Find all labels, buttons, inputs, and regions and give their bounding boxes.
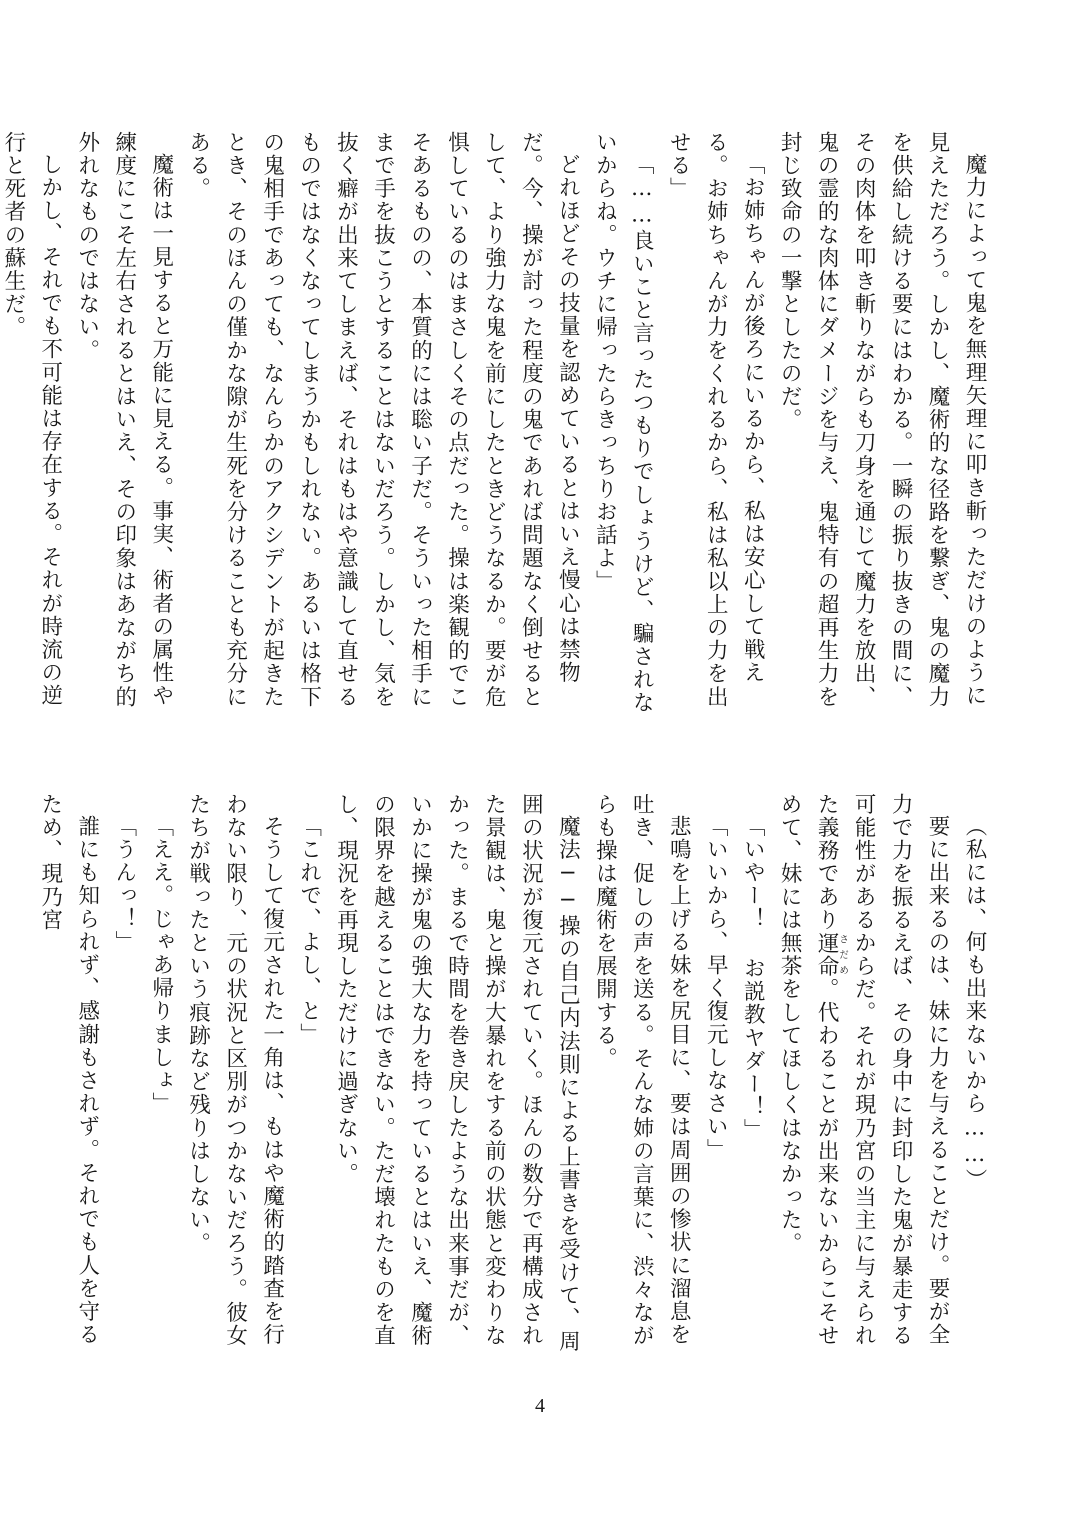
paragraph-dialogue: 「お姉ちゃんが後ろにいるから、私は安心して戦える。お姉ちゃんが力をくれるから、私は私以上の力を出せる」 [666, 131, 766, 709]
paragraph: 魔法──操の自己内法則による上書きを受けて、周囲の状況が復元されていく。ほんの数分で再構成された景観は、鬼と操が大暴れをする前の状態と変わりなかった。まるで時間を巻き戻したような出来事だが、いかに操が鬼の強大な力を持っているとはいえ、魔術の限界を越えることはできない。ただ壊れたものを直し、現況を再現しただけに過ぎない。 [333, 793, 581, 1353]
paragraph: そうして復元された一角は、もはや魔術的踏査を行わない限り、元の状況と区別がつかないだろう。彼女たちが戦ったという痕跡など残りはしない。 [185, 793, 285, 1348]
page-number: 4 [535, 1395, 545, 1417]
paragraph: 誰にも知られず、感謝もされず。それでも人を守るため、現乃宮 [37, 793, 100, 1346]
paragraph: しかし、それでも不可能は存在する。それが時流の逆行と死者の蘇生だ。 [0, 131, 63, 707]
paragraph: どれほどその技量を認めているとはいえ慢心は禁物だ。今、操が討った程度の鬼であれば問題なく倒せるとして、より強力な鬼を前にしたときどうなるか。要が危惧しているのはまさしくその点だった。操は楽観的でこそあるものの、本質的には聡い子だ。そういった相手にまで手を抜こうとすることはないだろう。しかし、気を抜く癖が出来てしまえば、それはもはや意識して直せるものではなくなってしまうかもしれない。あるいは格下の鬼相手であっても、なんらかのアクシデントが起きたとき、そのほんの僅かな隙が生死を分けることも充分にある。 [185, 131, 581, 709]
paragraph-dialogue: 「いやー！ お説教ヤダー！」 [740, 814, 766, 1142]
paragraph-dialogue: 「うんっ！」 [111, 814, 137, 954]
paragraph-dialogue: 「……良いこと言ったつもりでしょうけど、騙されないからね。ウチに帰ったらきっちりお話よ」 [592, 131, 655, 714]
ruby-reading: さだめ [837, 931, 849, 978]
ruby-annotation: 運命さだめ [814, 931, 849, 978]
paragraph: 悲鳴を上げる妹を尻目に、要は周囲の惨状に溜息を吐き、促しの声を送る。そんな姉の言葉に、渋々ながらも操は魔術を展開する。 [592, 793, 692, 1348]
paragraph-dialogue: 「これで、よし、と」 [296, 814, 322, 1046]
paragraph-inner-monologue: （私には、何も出来ないから……） [962, 814, 987, 1192]
paragraph-dialogue: 「ええ。じゃあ帰りましょ」 [148, 814, 174, 1115]
paragraph: 魔術は一見すると万能に見える。事実、術者の属性や練度にこそ左右されるとはいえ、その印象はあながち的外れなものではない。 [74, 131, 174, 709]
paragraph-dialogue: 「いいから、早く復元しなさい」 [703, 814, 729, 1161]
paragraph: 魔力によって鬼を無理矢理に叩き斬っただけのように見えただろう。しかし、魔術的な径路を繋ぎ、鬼の魔力を供給し続ける要にはわかる。一瞬の振り抜きの間に、その肉体を叩き斬りながらも刀身を通じて魔力を放出、鬼の霊的な肉体にダメージを与え、鬼特有の超再生力を封じ致命の一撃としたのだ。 [777, 131, 987, 709]
body-text-upper-block [0, 131, 992, 716]
paragraph-with-ruby: 要に出来るのは、妹に力を与えることだけ。要が全力で力を振るえば、その身中に封印した鬼が暴走する可能性があるからだ。それが現乃宮の当主に与えられた義務であり運命さだめ。代わることが出来ないからこそせめて、妹には無茶をしてほしくはなかった。 [777, 793, 951, 1348]
body-text-lower-block [37, 793, 992, 1353]
